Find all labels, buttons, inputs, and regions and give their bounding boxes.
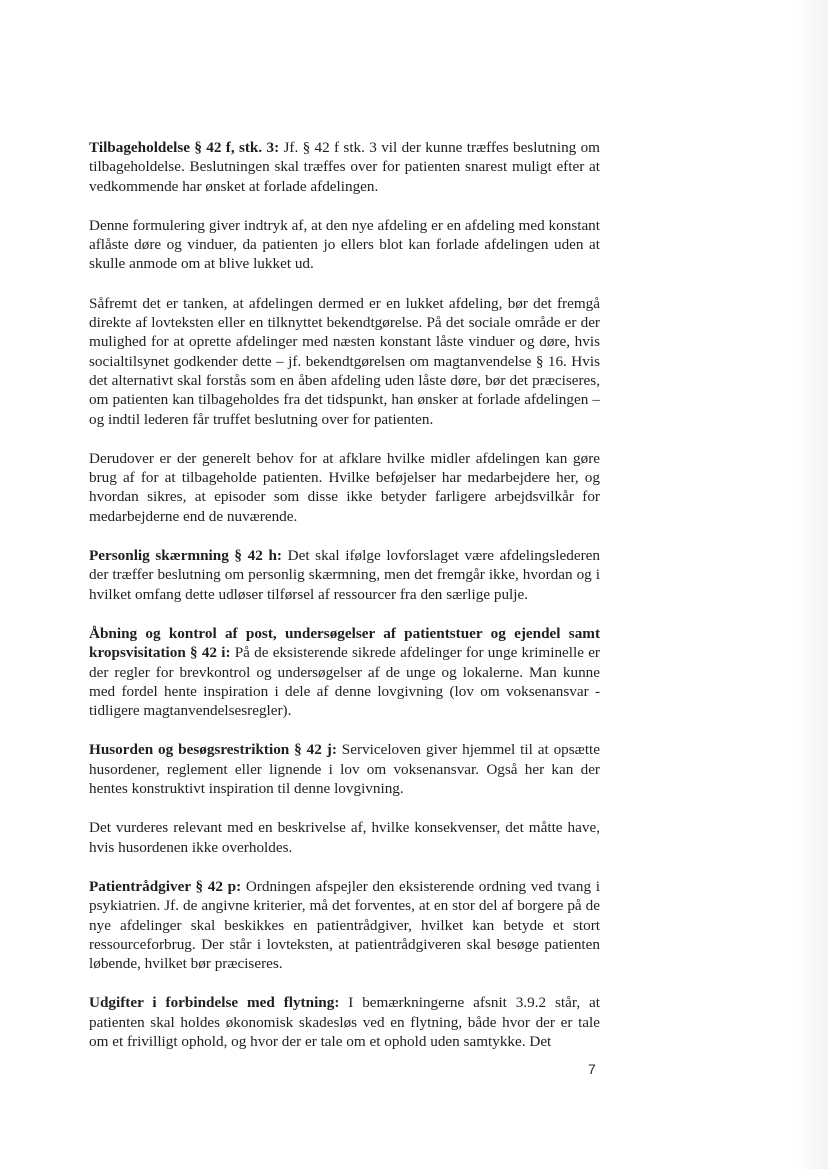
paragraph-tilbageholdelse bbox=[89, 138, 600, 196]
paragraph-konsekvenser bbox=[89, 818, 600, 857]
paragraph-personlig-skaermning bbox=[89, 546, 600, 604]
paragraph-heading: Personlig skærmning § 42 h: bbox=[89, 547, 282, 565]
paragraph-lukket-afdeling bbox=[89, 294, 600, 429]
paragraph-heading: Husorden og besøgsrestriktion § 42 j: bbox=[89, 741, 337, 759]
paragraph-body: Ordningen afspejler den eksisterende ordning ved tvang i psykiatrien. Jf. de angivne kriterier, må det forventes, at en stor del af borgere på de nye afdelinger skal beskikkes en patientrådgiver, hvilket kan betyde et stort ressourceforbrug. Der står i lovteksten, at patientrådgiveren skal besøge patienten løbende, hvilket bør præciseres. bbox=[89, 877, 600, 973]
paragraph-formulering bbox=[89, 216, 600, 274]
paragraph-body: I bemærkningerne afsnit 3.9.2 står, at patienten skal holdes økonomisk skadesløs ved en flytning, både hvor der er tale om et frivilligt ophold, og hvor der er tale om et ophold uden samtykke. Det bbox=[89, 994, 600, 1050]
paragraph-body: Jf. § 42 f stk. 3 vil der kunne træffes beslutning om tilbageholdelse. Beslutningen skal træffes over for patienten snarest muligt efter at vedkommende har ønsket at forlade afdelingen. bbox=[89, 139, 600, 195]
scan-edge-shadow bbox=[794, 0, 828, 1169]
paragraph-patientraadgiver bbox=[89, 877, 600, 973]
paragraph-heading: Åbning og kontrol af post, undersøgelser af patientstuer og ejendel samt kropsvisitation § 42 i: bbox=[89, 624, 600, 662]
paragraph-heading: Udgifter i forbindelse med flytning: bbox=[89, 994, 340, 1012]
paragraph-udgifter-flytning bbox=[89, 993, 600, 1051]
paragraph-midler bbox=[89, 449, 600, 526]
paragraph-post-kontrol bbox=[89, 624, 600, 720]
paragraph-body: Det skal ifølge lovforslaget være afdelingslederen der træffer beslutning om personlig skærmning, men det fremgår ikke, hvordan og i hvilket omfang dette udløser tilførsel af ressourcer fra den særlige pulje. bbox=[89, 547, 601, 603]
body-text bbox=[89, 138, 600, 1071]
paragraph-body: Derudover er der generelt behov for at afklare hvilke midler afdelingen kan gøre brug af for at tilbageholde patienten. Hvilke beføjelser har medarbejdere her, og hvordan sikres, at episoder som disse ikke betyder farligere arbejdsvilkår for medarbejderne end de nuværende. bbox=[89, 449, 600, 525]
paragraph-body: Serviceloven giver hjemmel til at opsætte husordener, reglement eller lignende i lov om voksenansvar. Også her kan der hentes konstruktivt inspiration til denne lovgivning. bbox=[89, 741, 600, 798]
paragraph-heading: Patientrådgiver § 42 p: bbox=[89, 877, 242, 895]
paragraph-body: Denne formulering giver indtryk af, at den nye afdeling er en afdeling med konstant aflåste døre og vinduer, da patienten jo ellers blot kan forlade afdelingen uden at skulle anmode om at blive lukket ud. bbox=[89, 216, 600, 273]
paragraph-heading: Tilbageholdelse § 42 f, stk. 3: bbox=[89, 139, 280, 156]
paragraph-body: Det vurderes relevant med en beskrivelse af, hvilke konsekvenser, det måtte have, hvis husordenen ikke overholdes. bbox=[89, 819, 600, 856]
paragraph-body: På de eksisterende sikrede afdelinger for unge kriminelle er der regler for brevkontrol og undersøgelser af de unge og lokalerne. Man kunne med fordel hente inspiration i dele af denne lovgivning (lov om voksenansvar - tidligere magtanvendelsesregler). bbox=[89, 644, 600, 720]
paragraph-body: Såfremt det er tanken, at afdelingen dermed er en lukket afdeling, bør det fremgå direkte af lovteksten eller en tilknyttet bekendtgørelse. På det sociale område er der mulighed for at oprette afdelinger med næsten konstant låste vinduer og døre, hvis socialtilsynet godkender dette – jf. bekendtgørelsen om magtanvendelse § 16. Hvis det alternativt skal forstås som en åben afdeling uden låste døre, bør det præciseres, om patienten kan tilbageholdes fra det tidspunkt, han ønsker at forlade afdelingen – og indtil lederen får truffet beslutning over for patienten. bbox=[89, 294, 600, 428]
page-number: 7 bbox=[588, 1061, 596, 1077]
paragraph-husorden bbox=[89, 740, 600, 798]
